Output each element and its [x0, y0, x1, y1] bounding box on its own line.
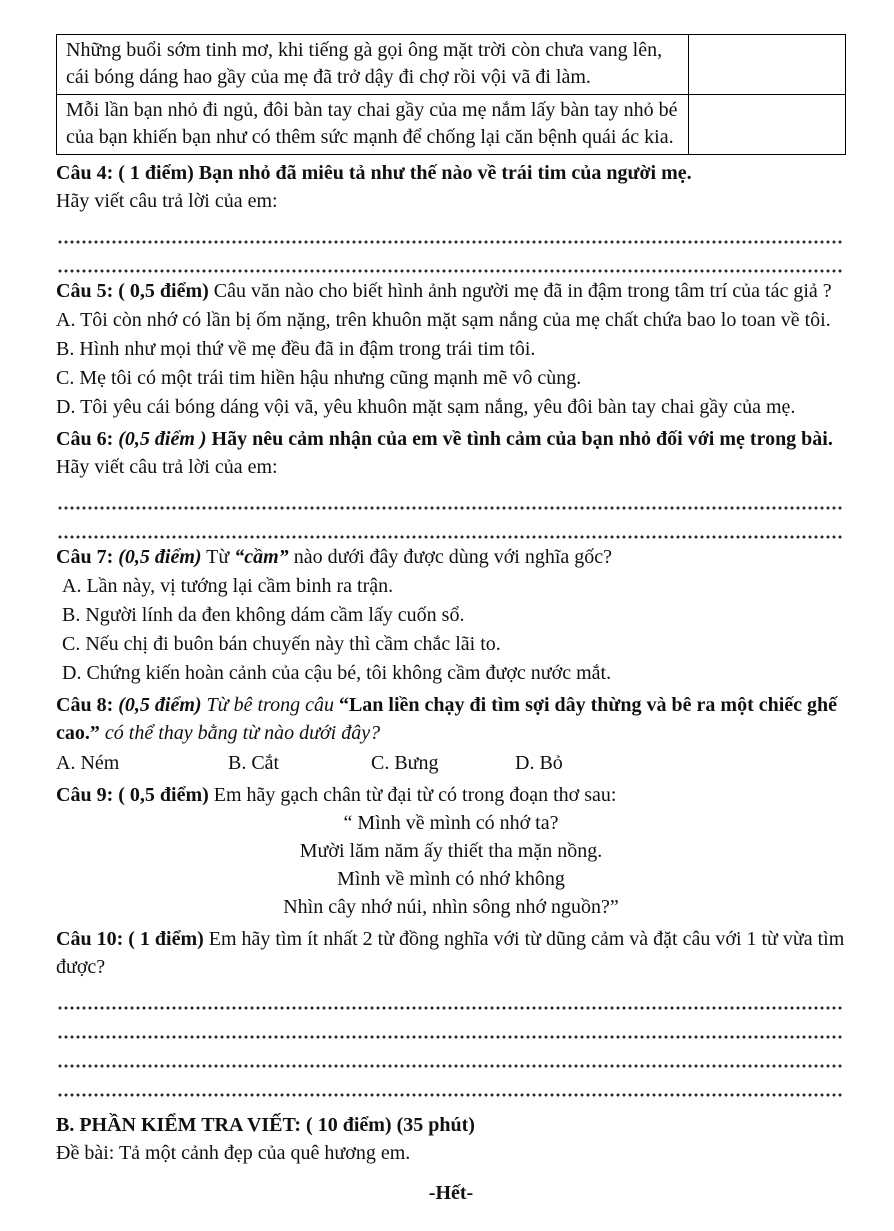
question-4	[56, 159, 846, 273]
de-bai: Đề bài: Tả một cảnh đẹp của quê hương em.	[56, 1142, 411, 1164]
answer-line	[58, 981, 844, 1010]
question-7-heading: Câu 7: (0,5 điểm) Từ “cầm” nào dưới đây được dùng với nghĩa gốc?	[56, 546, 613, 568]
poem-line: “ Mình về mình có nhớ ta?	[343, 812, 559, 834]
question-6	[56, 425, 846, 539]
section-b	[56, 1111, 846, 1207]
passage-cell: Mỗi lần bạn nhỏ đi ngủ, đôi bàn tay chai gầy của mẹ nắm lấy bàn tay nhỏ bé của bạn khiến bạn như có thêm sức mạnh để chống lại căn bệnh quái ác kia.	[57, 95, 689, 155]
option-b: B. Người lính da đen không dám cầm lấy cuốn sổ.	[62, 604, 465, 626]
answer-line	[58, 1010, 844, 1039]
question-5-heading: Câu 5: ( 0,5 điểm) Câu văn nào cho biết hình ảnh người mẹ đã in đậm trong tâm trí của tác giả ?	[56, 280, 832, 302]
question-7	[56, 543, 846, 687]
question-10-heading: Câu 10: ( 1 điểm) Em hãy tìm ít nhất 2 từ đồng nghĩa với từ dũng cảm và đặt câu với 1 từ vừa tìm được?	[56, 928, 845, 978]
option-d: D. Tôi yêu cái bóng dáng vội vã, yêu khuôn mặt sạm nắng, yêu đôi bàn tay chai gầy của mẹ.	[56, 396, 796, 418]
option-a: A. Ném	[56, 752, 120, 774]
poem-line: Mình về mình có nhớ không	[337, 868, 565, 890]
question-4-heading: Câu 4: ( 1 điểm) Bạn nhỏ đã miêu tả như thế nào về trái tim của người mẹ.	[56, 162, 692, 184]
table-row	[57, 35, 846, 95]
answer-line	[58, 244, 844, 273]
answer-line	[58, 481, 844, 510]
question-9-heading: Câu 9: ( 0,5 điểm) Em hãy gạch chân từ đại từ có trong đoạn thơ sau:	[56, 784, 617, 806]
poem-line: Mười lăm năm ấy thiết tha mặn nồng.	[299, 840, 603, 862]
option-d: D. Chứng kiến hoàn cảnh của cậu bé, tôi không cầm được nước mắt.	[62, 662, 612, 684]
question-8-heading: Câu 8: (0,5 điểm) Từ bê trong câu “Lan liền chạy đi tìm sợi dây thừng và bê ra một chiếc ghế cao.” có thể thay bằng từ nào dưới đây?	[56, 694, 838, 744]
poem	[56, 809, 846, 921]
table-row	[57, 95, 846, 155]
answer-line	[58, 510, 844, 539]
score-cell	[689, 95, 846, 155]
section-b-heading: B. PHẦN KIỂM TRA VIẾT: ( 10 điểm) (35 phút)	[56, 1114, 475, 1136]
het-marker: -Hết-	[428, 1182, 474, 1204]
question-8	[56, 691, 846, 777]
option-d: D. Bỏ	[515, 752, 563, 774]
answer-line	[58, 1039, 844, 1068]
passage-cell: Những buổi sớm tinh mơ, khi tiếng gà gọi ông mặt trời còn chưa vang lên, cái bóng dáng hao gầy của mẹ đã trở dậy đi chợ rồi vội vã đi làm.	[57, 35, 689, 95]
option-c: C. Nếu chị đi buôn bán chuyến này thì cầm chắc lãi to.	[62, 633, 501, 655]
option-c: C. Mẹ tôi có một trái tim hiền hậu nhưng cũng mạnh mẽ vô cùng.	[56, 367, 582, 389]
question-5	[56, 277, 846, 421]
question-6-prompt: Hãy viết câu trả lời của em:	[56, 456, 278, 478]
option-a: A. Lần này, vị tướng lại cầm binh ra trận.	[62, 575, 394, 597]
option-c: C. Bưng	[371, 752, 439, 774]
score-cell	[689, 35, 846, 95]
question-7-options	[56, 572, 846, 687]
passage-table	[56, 34, 846, 155]
answer-line	[58, 1068, 844, 1097]
question-8-options	[56, 749, 846, 777]
option-a: A. Tôi còn nhớ có lần bị ốm nặng, trên khuôn mặt sạm nắng của mẹ chất chứa bao lo toan về tôi.	[56, 309, 831, 331]
option-b: B. Hình như mọi thứ về mẹ đều đã in đậm trong trái tim tôi.	[56, 338, 536, 360]
question-5-options	[56, 306, 846, 421]
question-9	[56, 781, 846, 921]
question-10	[56, 925, 846, 1097]
question-6-heading: Câu 6: (0,5 điểm ) Hãy nêu cảm nhận của em về tình cảm của bạn nhỏ đối với mẹ trong bài.	[56, 428, 833, 450]
question-4-prompt: Hãy viết câu trả lời của em:	[56, 190, 278, 212]
option-b: B. Cắt	[228, 752, 280, 774]
poem-line: Nhìn cây nhớ núi, nhìn sông nhớ nguồn?”	[283, 896, 619, 918]
answer-line	[58, 215, 844, 244]
